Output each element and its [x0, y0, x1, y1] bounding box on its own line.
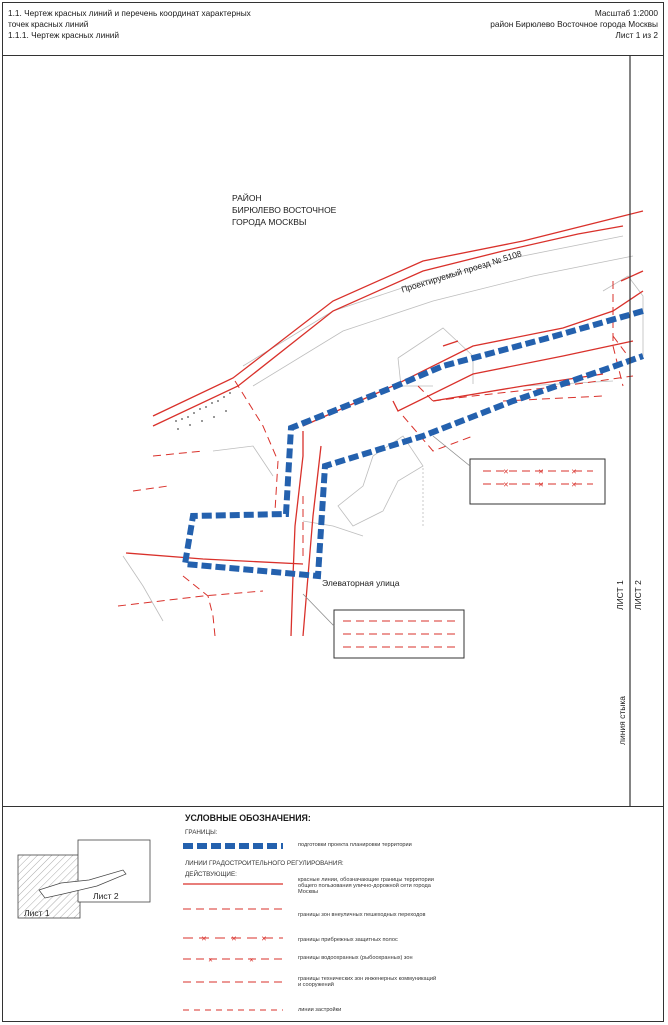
- legend-building-line-desc: линии застройки: [298, 1007, 342, 1013]
- sheet-number: Лист 1 из 2: [615, 30, 658, 40]
- callout-box-left: [303, 594, 464, 658]
- street-label: Элеваторная улица: [322, 578, 400, 588]
- context-lines: [123, 236, 643, 621]
- district-line-1: РАЙОН: [232, 193, 262, 203]
- key-sheet2-label: Лист 2: [93, 891, 119, 901]
- svg-text:✕: ✕: [208, 958, 214, 964]
- district-name: [232, 192, 336, 228]
- district-line-2: БИРЮЛЕВО ВОСТОЧНОЕ: [232, 205, 337, 215]
- existing-heading: ДЕЙСТВУЮЩИЕ:: [185, 871, 237, 878]
- legend-red-line-desc: красные линии, обозначающие границы территории общего пользования улично-дорожной сети города Москвы: [298, 877, 434, 896]
- title-line-2: точек красных линий: [8, 19, 89, 29]
- legend-technical-desc: границы технических зон инженерных коммуникаций и сооружений: [298, 976, 437, 989]
- road-label: Проектируемый проезд № 5108: [400, 248, 523, 295]
- svg-text:✕: ✕: [231, 936, 237, 943]
- key-sheet1-label: Лист 1: [24, 908, 50, 918]
- scale-label: Масштаб 1:2000: [594, 8, 658, 18]
- title-line-3: 1.1.1. Чертеж красных линий: [8, 30, 120, 40]
- legend-coastal-desc: границы прибрежных защитных полос: [298, 937, 398, 943]
- svg-text:✕: ✕: [538, 469, 544, 476]
- svg-text:✕: ✕: [201, 936, 207, 943]
- sheet1-label: ЛИСТ 1: [615, 580, 625, 610]
- district-label: район Бирюлево Восточное города Москвы: [490, 19, 658, 29]
- svg-text:✕: ✕: [538, 482, 544, 489]
- legend-divider: [2, 806, 664, 807]
- title-line-1: 1.1. Чертеж красных линий и перечень координат характерных: [8, 8, 251, 18]
- legend-title: УСЛОВНЫЕ ОБОЗНАЧЕНИЯ:: [185, 813, 311, 823]
- callout-box-right: [433, 436, 605, 504]
- sheet-title: [8, 8, 338, 41]
- district-line-3: ГОРОДА МОСКВЫ: [232, 217, 307, 227]
- sheet-info: [490, 8, 658, 41]
- joint-line-label: линия стыка: [617, 696, 627, 745]
- svg-text:✕: ✕: [503, 482, 509, 489]
- svg-text:✕: ✕: [571, 469, 577, 476]
- svg-text:✕: ✕: [261, 936, 267, 943]
- svg-text:✕: ✕: [249, 958, 255, 964]
- legend-water-desc: границы водоохранных (рыбоохранных) зон: [298, 955, 413, 961]
- red-lines-map: [3, 56, 664, 806]
- svg-text:✕: ✕: [503, 469, 509, 476]
- legend-pedestrian-desc: границы зон внеуличных пешеходных переходов: [298, 912, 426, 918]
- regulation-heading: ЛИНИИ ГРАДОСТРОИТЕЛЬНОГО РЕГУЛИРОВАНИЯ:: [185, 860, 344, 867]
- sheet2-label: ЛИСТ 2: [633, 580, 643, 610]
- project-boundary: [185, 311, 643, 576]
- boundaries-heading: ГРАНИЦЫ:: [185, 829, 218, 836]
- legend-boundary-desc: подготовки проекта планировки территории: [298, 842, 412, 848]
- svg-text:✕: ✕: [571, 482, 577, 489]
- red-lines-solid: [126, 211, 643, 636]
